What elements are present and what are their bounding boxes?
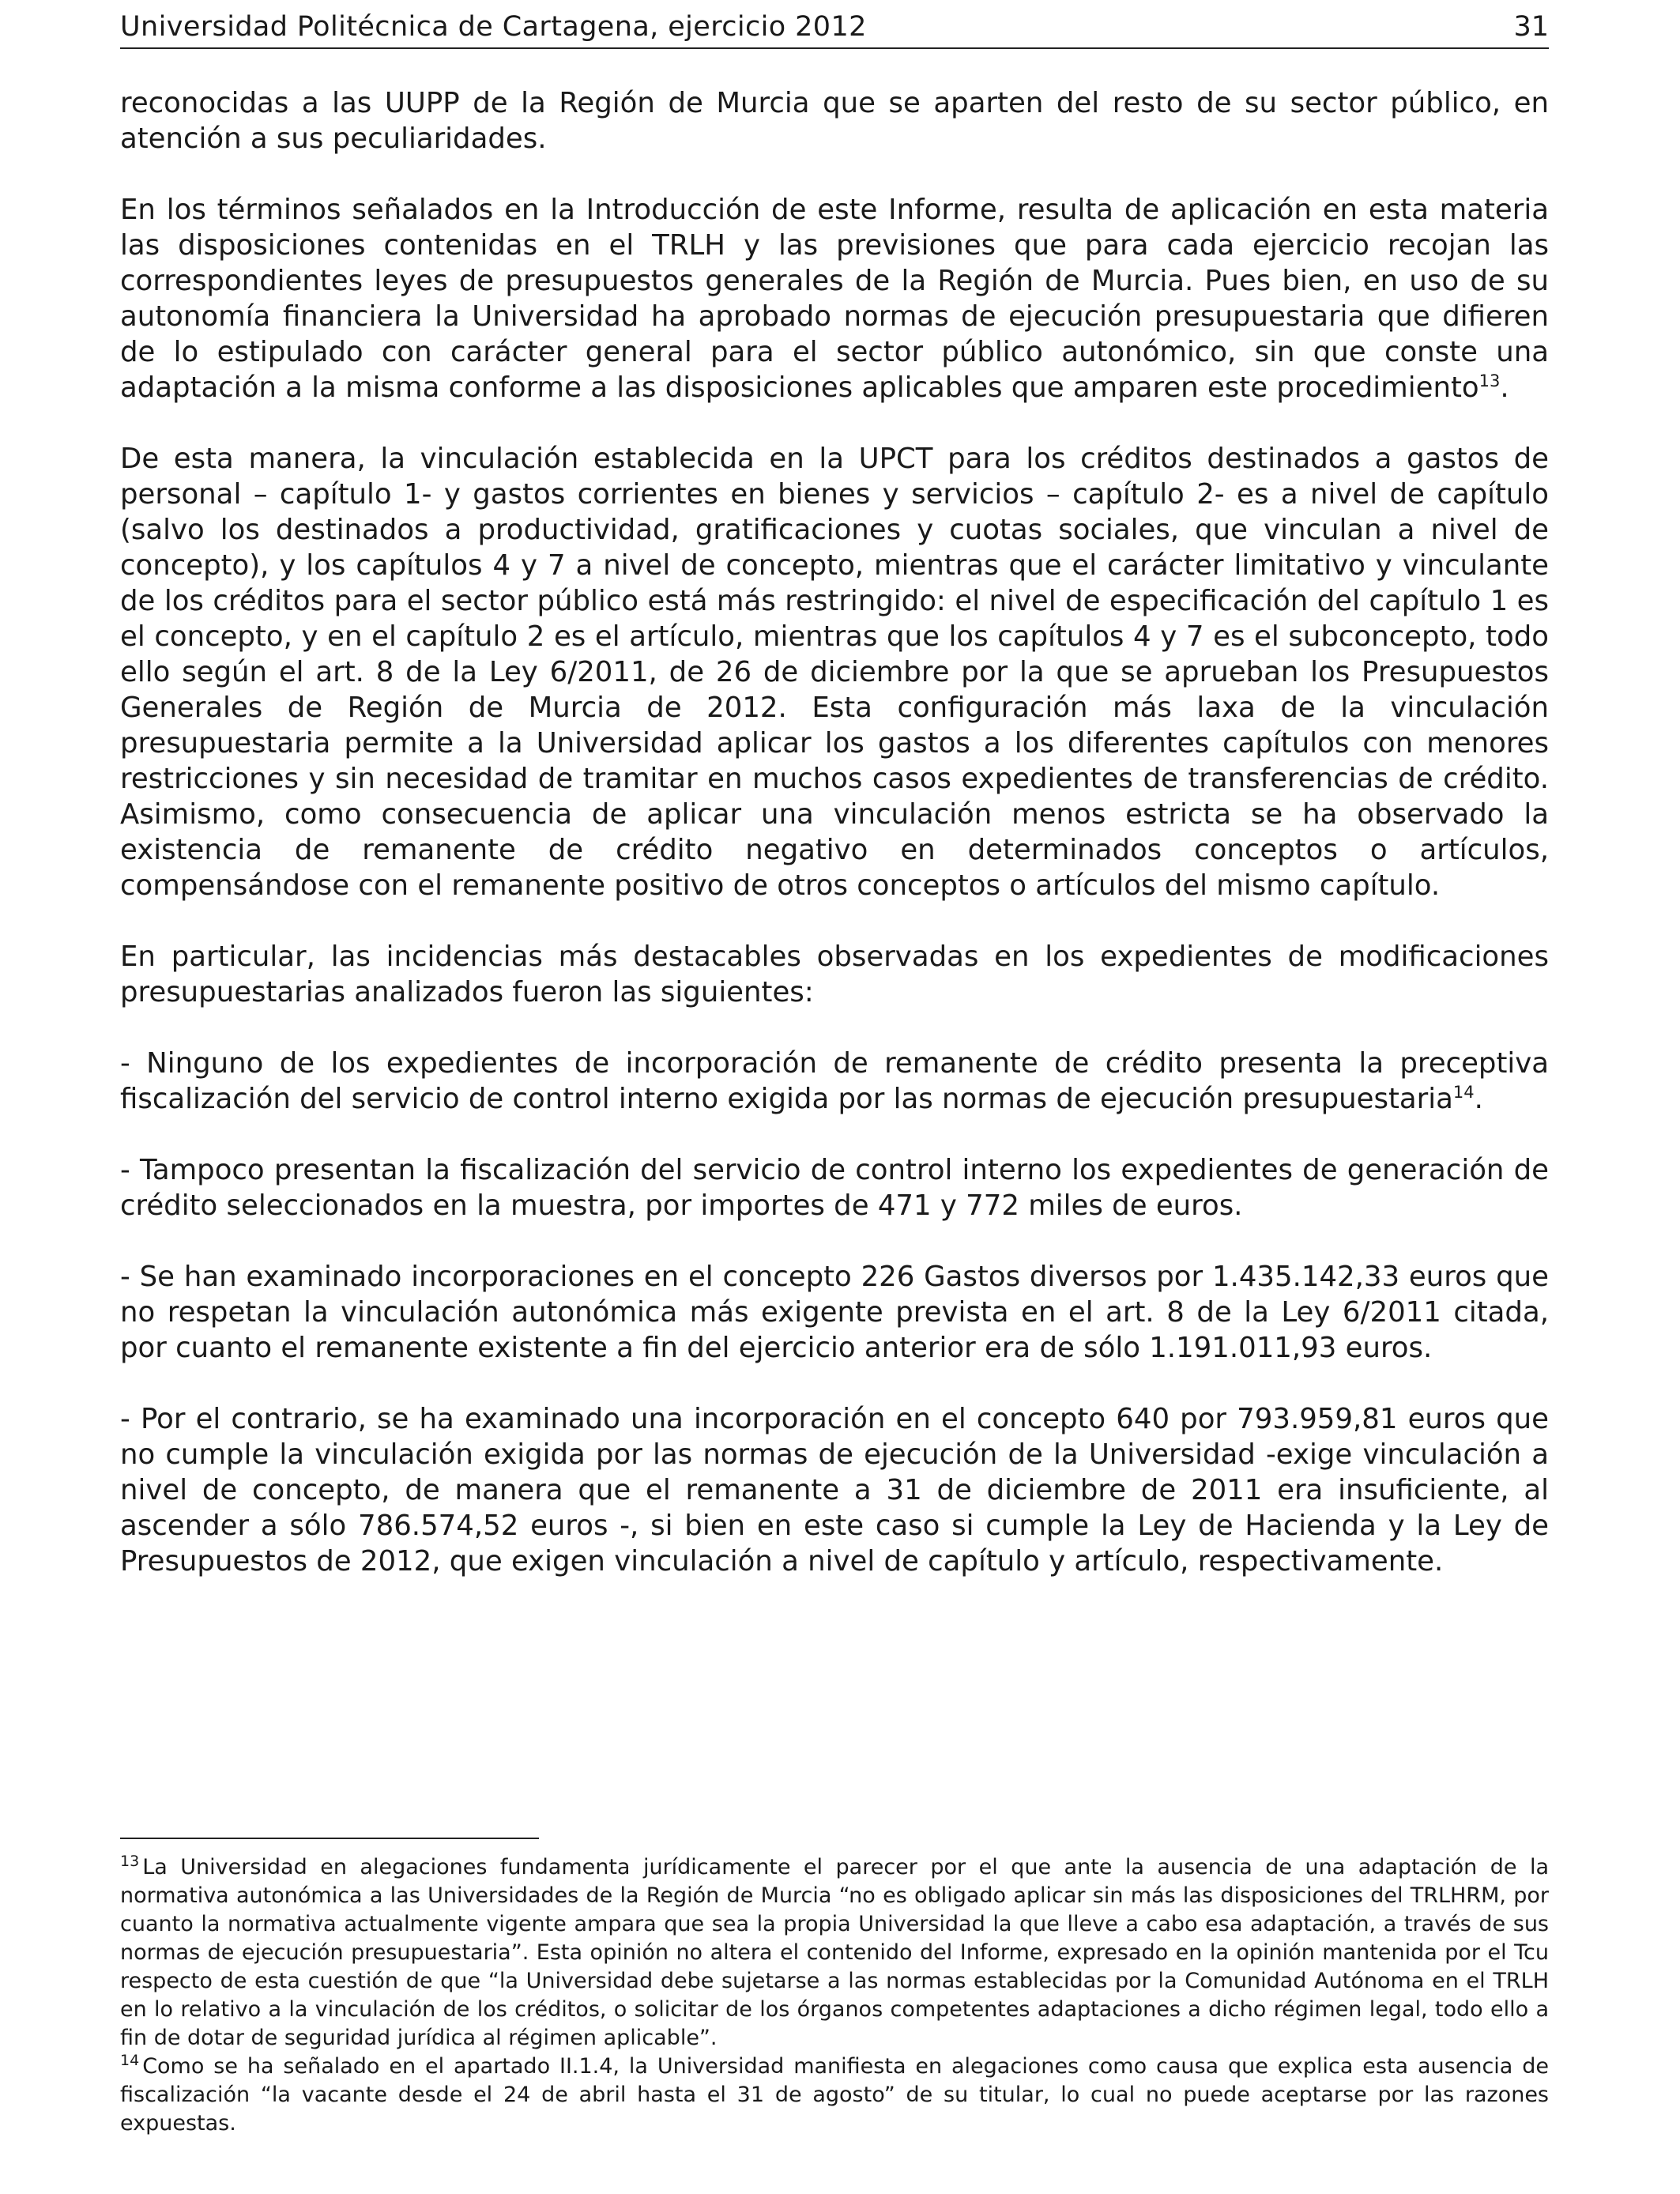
page-header (120, 8, 1549, 49)
paragraph-text: En particular, las incidencias más destacables observadas en los expedientes de modificaciones presupuestarias analizados fueron las siguientes: (120, 941, 1549, 1008)
paragraph-6 (120, 1152, 1549, 1223)
paragraph-text: - Se han examinado incorporaciones en el concepto 226 Gastos diversos por 1.435.142,33 euros que no respetan la vinculación autonómica más exigente prevista en el art. 8 de la Ley 6/2011 citada, por cuanto el remanente existente a fin del ejercicio anterior era de sólo 1.191.011,93 euros. (120, 1261, 1549, 1364)
paragraph-text: - Ninguno de los expedientes de incorporación de remanente de crédito presenta la preceptiva fiscalización del servicio de control interno exigida por las normas de ejecución presupuestaria (120, 1047, 1549, 1115)
document-page (120, 0, 1549, 2194)
paragraph-text: En los términos señalados en la Introducción de este Informe, resulta de aplicación en esta materia las disposiciones contenidas en el TRLH y las previsiones que para cada ejercicio recojan las correspondientes leyes de presupuestos generales de la Región de Murcia. Pues bien, en uso de su autonomía financiera la Universidad ha aprobado normas de ejecución presupuestaria que difieren de lo estipulado con carácter general para el sector público autonómico, sin que conste una adaptación a la misma conforme a las disposiciones aplicables que amparen este procedimiento (120, 194, 1549, 404)
paragraph-text: De esta manera, la vinculación establecida en la UPCT para los créditos destinados a gastos de personal – capítulo 1- y gastos corrientes en bienes y servicios – capítulo 2- es a nivel de capítulo (salvo los destinados a productividad, gratificaciones y cuotas sociales, que vinculan a nivel de concepto), y los capítulos 4 y 7 a nivel de concepto, mientras que el carácter limitativo y vinculante de los créditos para el sector público está más restringido: el nivel de especificación del capítulo 1 es el concepto, y en el capítulo 2 es el artículo, mientras que los capítulos 4 y 7 es el subconcepto, todo ello según el art. 8 de la Ley 6/2011, de 26 de diciembre por la que se aprueban los Presupuestos Generales de Región de Murcia de 2012. Esta configuración más laxa de la vinculación presupuestaria permite a la Universidad aplicar los gastos a los diferentes capítulos con menores restricciones y sin necesidad de tramitar en muchos casos expedientes de transferencias de crédito. Asimismo, como consecuencia de aplicar una vinculación menos estricta se ha observado la existencia de remanente de crédito negativo en determinados conceptos o artículos, compensándose con el remanente positivo de otros conceptos o artículos del mismo capítulo. (120, 443, 1549, 902)
footnote-mark: 13 (120, 1853, 140, 1870)
paragraph-text: - Por el contrario, se ha examinado una incorporación en el concepto 640 por 793.959,81 euros que no cumple la vinculación exigida por las normas de ejecución de la Universidad -exige vinculación a nivel de concepto, de manera que el remanente a 31 de diciembre de 2011 era insuficiente, al ascender a sólo 786.574,52 euros -, si bien en este caso si cumple la Ley de Hacienda y la Ley de Presupuestos de 2012, que exigen vinculación a nivel de capítulo y artículo, respectivamente. (120, 1403, 1549, 1578)
footnote-divider (120, 1838, 539, 1839)
footnotes (120, 1853, 1549, 2138)
footnote-text: La Universidad en alegaciones fundamenta jurídicamente el parecer por el que ante la ausencia de una adaptación de la normativa autonómica a las Universidades de la Región de Murcia “no es obligado aplicar sin más las disposiciones del TRLHRM, por cuanto la normativa actualmente vigente ampara que sea la propia Universidad la que lleve a cabo esa adaptación, a través de sus normas de ejecución presupuestaria”. Esta opinión no altera el contenido del Informe, expresado en la opinión mantenida por el Tcu respecto de esta cuestión de que “la Universidad debe sujetarse a las normas establecidas por la Comunidad Autónoma en el TRLH en lo relativo a la vinculación de los créditos, o solicitar de los órganos competentes adaptaciones a dicho régimen legal, todo ello a fin de dotar de seguridad jurídica al régimen aplicable”. (120, 1855, 1549, 2050)
paragraph-2 (120, 192, 1549, 405)
paragraph-4 (120, 939, 1549, 1010)
paragraph-end: . (1500, 371, 1509, 404)
page-number: 31 (1513, 11, 1549, 43)
paragraph-5 (120, 1046, 1549, 1117)
footnote-14 (120, 2053, 1549, 2138)
paragraph-text: - Tampoco presentan la fiscalización del servicio de control interno los expedientes de generación de crédito seleccionados en la muestra, por importes de 471 y 772 miles de euros. (120, 1154, 1549, 1222)
footnote-13 (120, 1853, 1549, 2053)
body-text (120, 85, 1549, 1615)
footnote-ref-14[interactable]: 14 (1452, 1083, 1475, 1103)
paragraph-text: reconocidas a las UUPP de la Región de Murcia que se aparten del resto de su sector público, en atención a sus peculiaridades. (120, 87, 1549, 155)
paragraph-3 (120, 441, 1549, 903)
header-title: Universidad Politécnica de Cartagena, ejercicio 2012 (120, 11, 867, 43)
paragraph-1 (120, 85, 1549, 156)
footnote-ref-13[interactable]: 13 (1478, 371, 1501, 391)
paragraph-end: . (1474, 1083, 1483, 1115)
footnote-text: Como se ha señalado en el apartado II.1.4, la Universidad manifiesta en alegaciones como causa que explica esta ausencia de fiscalización “la vacante desde el 24 de abril hasta el 31 de agosto” de su titular, lo cual no puede aceptarse por las razones expuestas. (120, 2054, 1549, 2136)
paragraph-8 (120, 1401, 1549, 1579)
footnote-mark: 14 (120, 2052, 140, 2069)
paragraph-7 (120, 1259, 1549, 1366)
